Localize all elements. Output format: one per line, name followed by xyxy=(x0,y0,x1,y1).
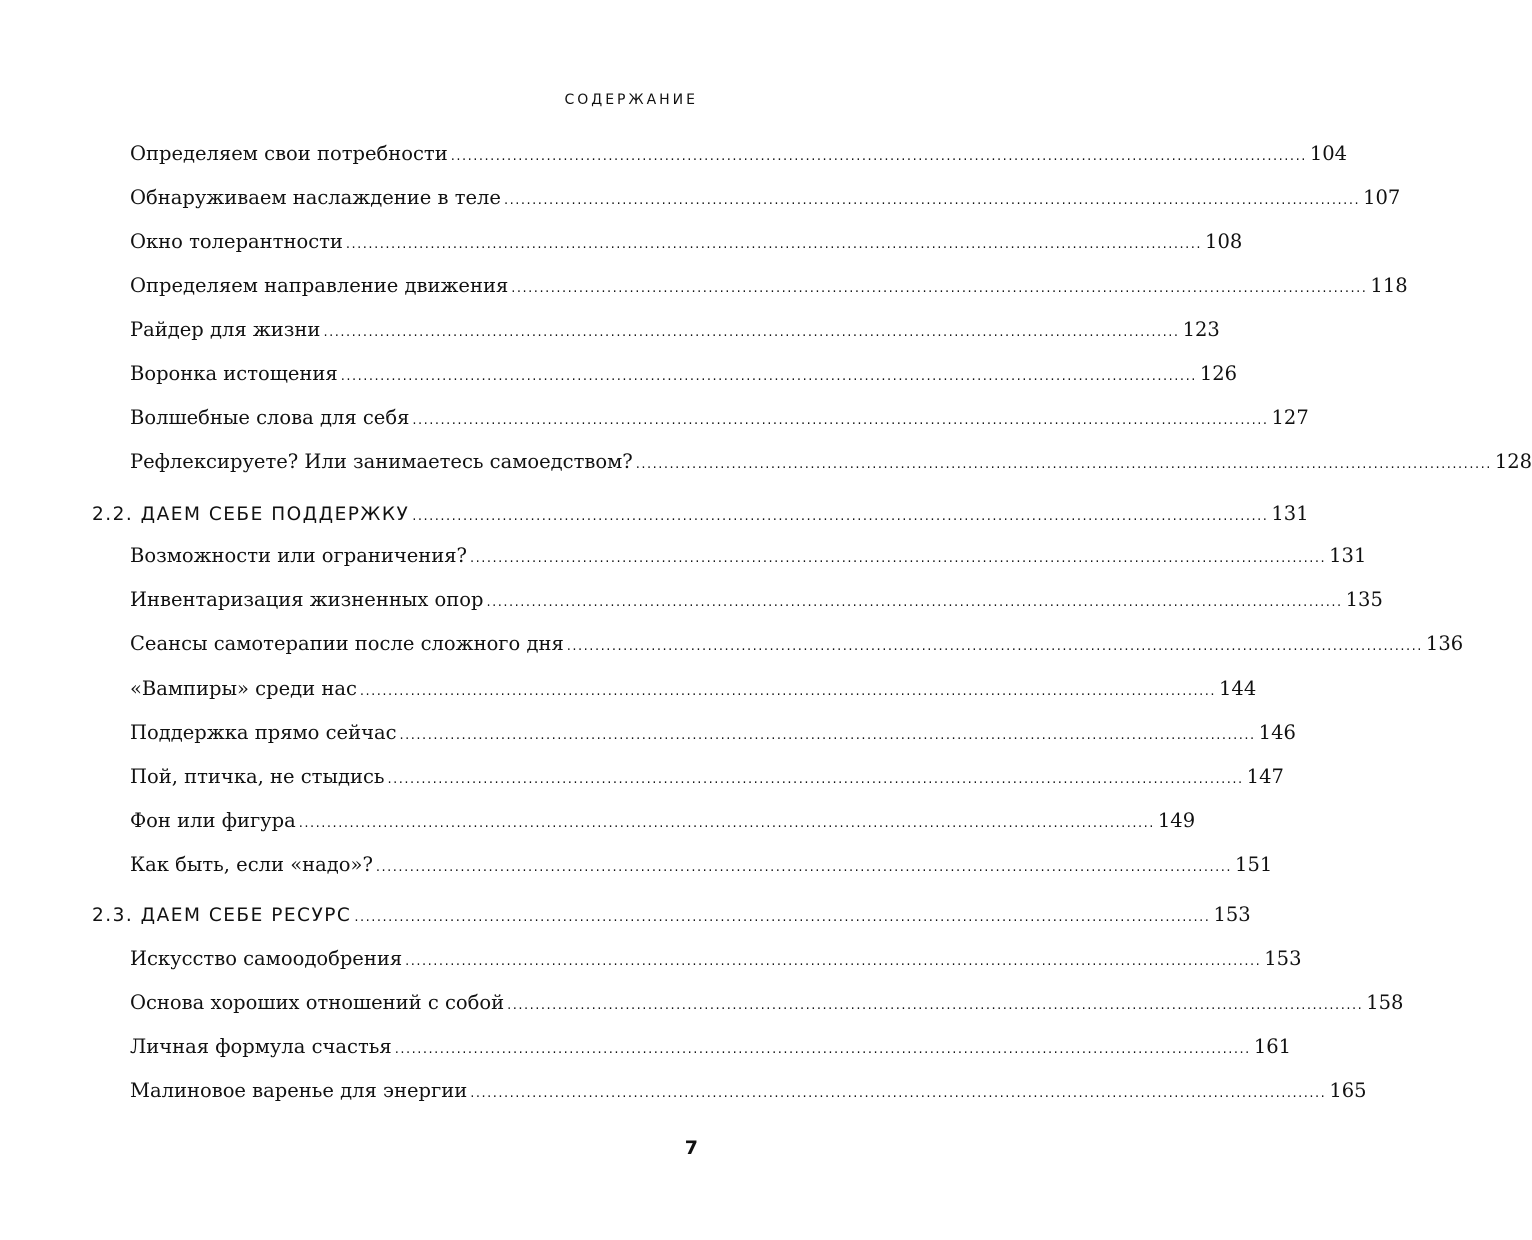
toc-leader: ........................................................................................................................................................ xyxy=(340,369,1197,384)
toc-entry xyxy=(130,1079,1367,1109)
toc-entry-title: Обнаруживаем наслаждение в теле xyxy=(130,186,501,209)
toc-entry-title: Сеансы самотерапии после сложного дня xyxy=(130,632,564,655)
toc-entry-page: 165 xyxy=(1329,1079,1367,1102)
toc-entry-title: Райдер для жизни xyxy=(130,318,321,341)
toc-section xyxy=(92,903,1251,933)
toc-section xyxy=(92,502,1309,532)
toc-entry-title: Окно толерантности xyxy=(130,230,343,253)
toc-entry xyxy=(130,1035,1292,1065)
running-header: СОДЕРЖАНИЕ xyxy=(564,92,698,108)
toc-leader: ........................................................................................................................................................ xyxy=(298,816,1155,831)
toc-leader: ........................................................................................................................................................ xyxy=(345,237,1203,252)
toc-leader: ........................................................................................................................................................ xyxy=(412,509,1269,524)
toc-entry-title: Определяем направление движения xyxy=(130,274,509,297)
toc-leader: ........................................................................................................................................................ xyxy=(399,728,1256,743)
toc-section-title: 2.3. ДАЕМ СЕБЕ РЕСУРС xyxy=(92,905,352,926)
toc-entry-title: «Вампиры» среди нас xyxy=(130,677,357,700)
toc-entry xyxy=(130,318,1220,348)
toc-entry-title: Поддержка прямо сейчас xyxy=(130,721,397,744)
toc-leader: ........................................................................................................................................................ xyxy=(470,551,1327,566)
toc-entry xyxy=(130,588,1383,618)
toc-entry xyxy=(130,632,1464,662)
toc-entry xyxy=(130,677,1257,707)
toc-entry-page: 104 xyxy=(1309,142,1348,165)
toc-entry-page: 153 xyxy=(1264,947,1302,970)
toc-entry-page: 146 xyxy=(1258,721,1296,744)
toc-entry-page: 126 xyxy=(1199,362,1238,385)
toc-leader: ........................................................................................................................................................ xyxy=(566,639,1423,654)
toc-section-title: 2.2. ДАЕМ СЕБЕ ПОДДЕРЖКУ xyxy=(92,504,410,525)
toc-leader: ........................................................................................................................................................ xyxy=(375,860,1233,875)
toc-entry xyxy=(130,947,1302,977)
toc-entry-title: Волшебные слова для себя xyxy=(130,406,410,429)
toc-entry-page: 147 xyxy=(1246,765,1284,788)
toc-leader: ........................................................................................................................................................ xyxy=(503,193,1361,208)
toc-entry-title: Искусство самоодобрения xyxy=(130,947,403,970)
toc-entry-page: 151 xyxy=(1235,853,1273,876)
toc-entry-title: Определяем свои потребности xyxy=(130,142,448,165)
toc-leader: ........................................................................................................................................................ xyxy=(470,1086,1327,1101)
toc-section-page: 131 xyxy=(1271,502,1309,525)
toc-entry-page: 149 xyxy=(1157,809,1196,832)
toc-entry-page: 158 xyxy=(1366,991,1404,1014)
toc-entry-title: Возможности или ограничения? xyxy=(130,544,468,567)
toc-entry xyxy=(130,230,1243,260)
toc-entry-title: Основа хороших отношений с собой xyxy=(130,991,505,1014)
toc-entry-page: 127 xyxy=(1271,406,1309,429)
toc-entry xyxy=(130,274,1408,304)
toc-entry-page: 131 xyxy=(1329,544,1367,567)
toc-entry xyxy=(130,765,1284,795)
toc-leader: ........................................................................................................................................................ xyxy=(359,684,1216,699)
toc-entry-page: 118 xyxy=(1370,274,1408,297)
toc-leader: ........................................................................................................................................................ xyxy=(511,281,1368,296)
toc-leader: ........................................................................................................................................................ xyxy=(486,595,1343,610)
toc-leader: ........................................................................................................................................................ xyxy=(450,149,1307,164)
toc-entry-title: Личная формула счастья xyxy=(130,1035,392,1058)
toc-leader: ........................................................................................................................................................ xyxy=(635,457,1492,472)
toc-entry xyxy=(130,991,1404,1021)
toc-entry-title: Воронка истощения xyxy=(130,362,338,385)
toc-entry-page: 108 xyxy=(1205,230,1243,253)
toc-leader: ........................................................................................................................................................ xyxy=(354,910,1211,925)
page-number: 7 xyxy=(684,1137,698,1159)
toc-entry-page: 128 xyxy=(1494,450,1532,473)
toc-entry-title: Как быть, если «надо»? xyxy=(130,853,373,876)
toc-entry xyxy=(130,544,1367,574)
toc-leader: ........................................................................................................................................................ xyxy=(507,998,1364,1013)
toc-leader: ........................................................................................................................................................ xyxy=(405,954,1262,969)
toc-section-page: 153 xyxy=(1213,903,1251,926)
toc-leader: ........................................................................................................................................................ xyxy=(323,325,1180,340)
toc-entry xyxy=(130,853,1273,883)
toc-entry xyxy=(130,721,1296,751)
toc-leader: ........................................................................................................................................................ xyxy=(387,772,1244,787)
toc-leader: ........................................................................................................................................................ xyxy=(394,1042,1251,1057)
toc-entry-page: 135 xyxy=(1345,588,1383,611)
toc-entry-page: 136 xyxy=(1425,632,1464,655)
toc-entry xyxy=(130,406,1309,436)
toc-entry-title: Инвентаризация жизненных опор xyxy=(130,588,484,611)
toc-entry xyxy=(130,362,1238,392)
toc-entry xyxy=(130,186,1401,216)
toc-entry xyxy=(130,809,1196,839)
toc-leader: ........................................................................................................................................................ xyxy=(412,413,1269,428)
toc-entry-page: 123 xyxy=(1182,318,1220,341)
toc-entry xyxy=(130,450,1532,480)
toc-entry-title: Фон или фигура xyxy=(130,809,296,832)
toc-entry-page: 161 xyxy=(1253,1035,1292,1058)
toc-entry-page: 107 xyxy=(1363,186,1401,209)
toc-entry-title: Малиновое варенье для энергии xyxy=(130,1079,468,1102)
toc-entry-title: Рефлексируете? Или занимаетесь самоедством? xyxy=(130,450,633,473)
toc-entry-page: 144 xyxy=(1219,677,1257,700)
toc-entry-title: Пой, птичка, не стыдись xyxy=(130,765,385,788)
toc-entry xyxy=(130,142,1348,172)
